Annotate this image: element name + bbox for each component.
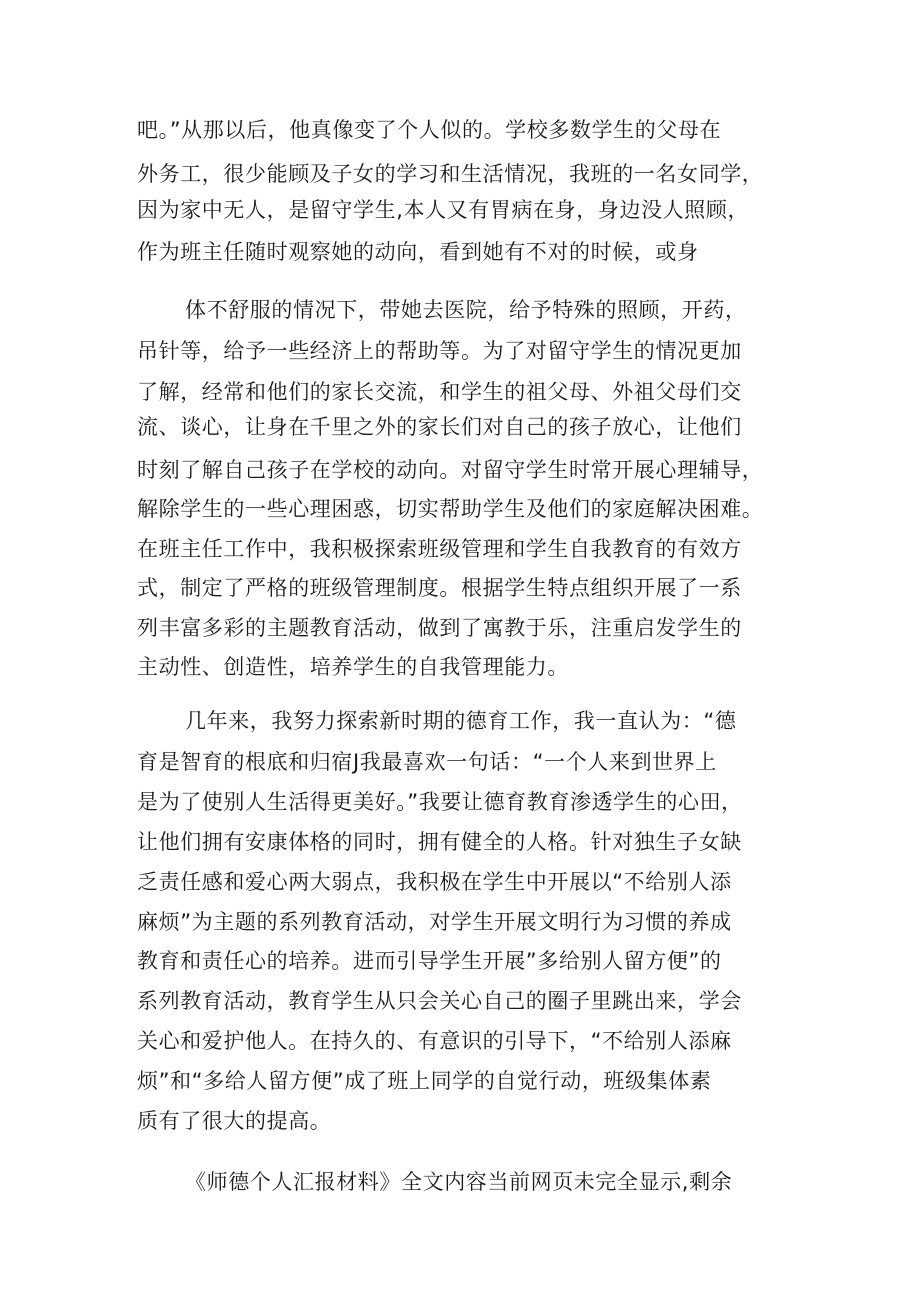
text-line: 质有了很大的提高。: [137, 1109, 332, 1133]
text-line: 外务工，很少能顾及子女的学习和生活情况，我班的一名女同学，: [137, 162, 764, 186]
text-line: 式，制定了严格的班级管理制度。根据学生特点组织开展了一系: [137, 576, 742, 600]
text-line: 烦”和“多给人留方便”成了班上同学的自觉行动，班级集体素: [137, 1069, 712, 1093]
text-line: 解除学生的一些心理困惑，切实帮助学生及他们的家庭解决困难。: [137, 497, 764, 521]
text-line: 吊针等，给予一些经济上的帮助等。为了对留守学生的情况更加: [137, 339, 742, 363]
text-line: 吧。”从那以后，他真像变了个人似的。学校多数学生的父母在: [137, 118, 722, 142]
text-line: 教育和责任心的培养。进而引导学生开展”多给别人留方便”的: [137, 949, 722, 973]
text-line: 流、谈心，让身在千里之外的家长们对自己的孩子放心，让他们: [137, 415, 742, 439]
text-line: 几年来，我努力探索新时期的德育工作，我一直认为：“德: [185, 709, 737, 733]
text-line: 作为班主任随时观察她的动向，看到她有不对的时候，或身: [137, 240, 699, 264]
text-line: 乏责任感和爱心两大弱点，我积极在学生中开展以“不给别人添: [137, 870, 732, 894]
text-line: 了解，经常和他们的家长交流，和学生的祖父母、外祖父母们交: [137, 380, 742, 404]
text-line: 系列教育活动，教育学生从只会关心自己的圈子里跳出来，学会: [137, 989, 742, 1013]
text-line: 体不舒服的情况下，带她去医院，给予特殊的照顾，开药，: [185, 298, 747, 322]
text-line: 在班主任工作中，我积极探索班级管理和学生自我教育的有效方: [137, 537, 742, 561]
text-line: 麻烦”为主题的系列教育活动，对学生开展文明行为习惯的养成: [137, 910, 732, 934]
text-line: 育是智育的根底和归宿J我最喜欢一句话：“一个人来到世界上: [137, 750, 717, 774]
text-line: 因为家中无人，是留守学生,本人又有胃病在身，身边没人照顾，: [137, 198, 750, 222]
text-line: 列丰富多彩的主题教育活动，做到了寓教于乐，注重启发学生的: [137, 616, 742, 640]
text-line: 《师德个人汇报材料》全文内容当前网页未完全显示,剩余: [185, 1170, 733, 1194]
text-line: 主动性、创造性，培养学生的自我管理能力。: [137, 655, 569, 679]
text-line: 时刻了解自己孩子在学校的动向。对留守学生时常开展心理辅导，: [137, 458, 764, 482]
text-line: 是为了使别人生活得更美好。”我要让德育教育渗透学生的心田，: [137, 790, 743, 814]
text-line: 关心和爱护他人。在持久的、有意识的引导下，“不给别人添麻: [137, 1029, 732, 1053]
text-line: 让他们拥有安康体格的同时，拥有健全的人格。针对独生子女缺: [137, 830, 742, 854]
